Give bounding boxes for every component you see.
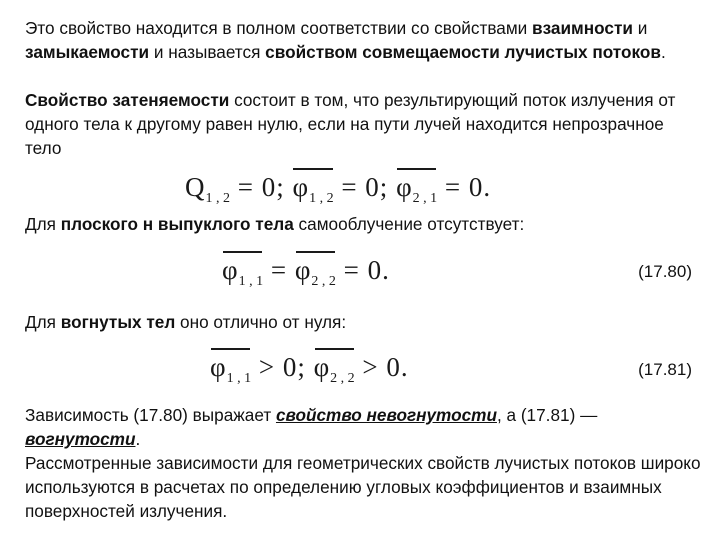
- paragraph-concave: Для вогнутых тел оно отлично от нуля:: [25, 312, 347, 332]
- text: состоит в том, что результирующий поток излучения от одного тела к другому равен нулю, если на пути лучей находится непрозрачное тело: [25, 90, 676, 158]
- symbol-phi22: $\varphi_{2 , 2}$: [314, 352, 355, 387]
- text: и называется: [149, 42, 266, 62]
- paragraph-shading: [25, 88, 705, 160]
- formula-17-80: $\varphi_{1 , 1}$ = $\varphi_{2 , 2} = 0$.: [222, 255, 390, 290]
- formula-shading: $Q_{1 , 2} = 0$; $\varphi_{1 , 2} = 0$; $\varphi_{2 , 1} = 0$.: [185, 172, 491, 207]
- term-concave-bodies: вогнутых тел: [60, 312, 176, 332]
- symbol-phi21: $\varphi_{2 , 1}$: [396, 172, 437, 207]
- term-reciprocity: взаимности: [532, 18, 633, 38]
- symbol-phi11: $\varphi_{1 , 1}$: [222, 255, 263, 290]
- text: .: [660, 42, 666, 62]
- paragraph-convex: Для плоского н выпуклого тела самооблучение отсутствует:: [25, 214, 525, 234]
- equation-number-17-81: (17.81): [638, 360, 692, 379]
- symbol-q12: $Q_{1 , 2}$: [185, 172, 230, 206]
- paragraph-compatibility: [25, 16, 705, 64]
- term-non-concavity: свойство невогнутости: [275, 405, 497, 425]
- term-shading: Свойство затеняемости: [25, 90, 230, 110]
- formula-17-81: $\varphi_{1 , 1} > 0$; $\varphi_{2 , 2} > 0$.: [210, 352, 409, 387]
- text: и: [632, 18, 648, 38]
- symbol-phi12: $\varphi_{1 , 2}$: [292, 172, 333, 207]
- text-usage: Рассмотренные зависимости для геометрических свойств лучистых потоков широко используются в расчетах по определению угловых коэффициентов и взаимных поверхностей излучения.: [25, 453, 701, 521]
- paragraph-conclusion: Зависимость (17.80) выражает свойство невогнутости, а (17.81) — вогнутости. Рассмотренные зависимости для геометрических свойств лучистых потоков широко используются в расчетах по определению угловых коэффициентов и взаимных поверхностей излучения.: [25, 405, 701, 521]
- symbol-phi11: $\varphi_{1 , 1}$: [210, 352, 251, 387]
- term-convex-body: плоского н выпуклого тела: [60, 214, 294, 234]
- term-closure: замыкаемости: [25, 42, 150, 62]
- text: Это свойство находится в полном соответствии со свойствами: [25, 18, 533, 38]
- term-concavity: вогнутости: [25, 429, 136, 449]
- term-compatibility: свойством совмещаемости лучистых потоков: [265, 42, 661, 62]
- symbol-phi22: $\varphi_{2 , 2}$: [295, 255, 336, 290]
- equation-number-17-80: (17.80): [638, 262, 692, 281]
